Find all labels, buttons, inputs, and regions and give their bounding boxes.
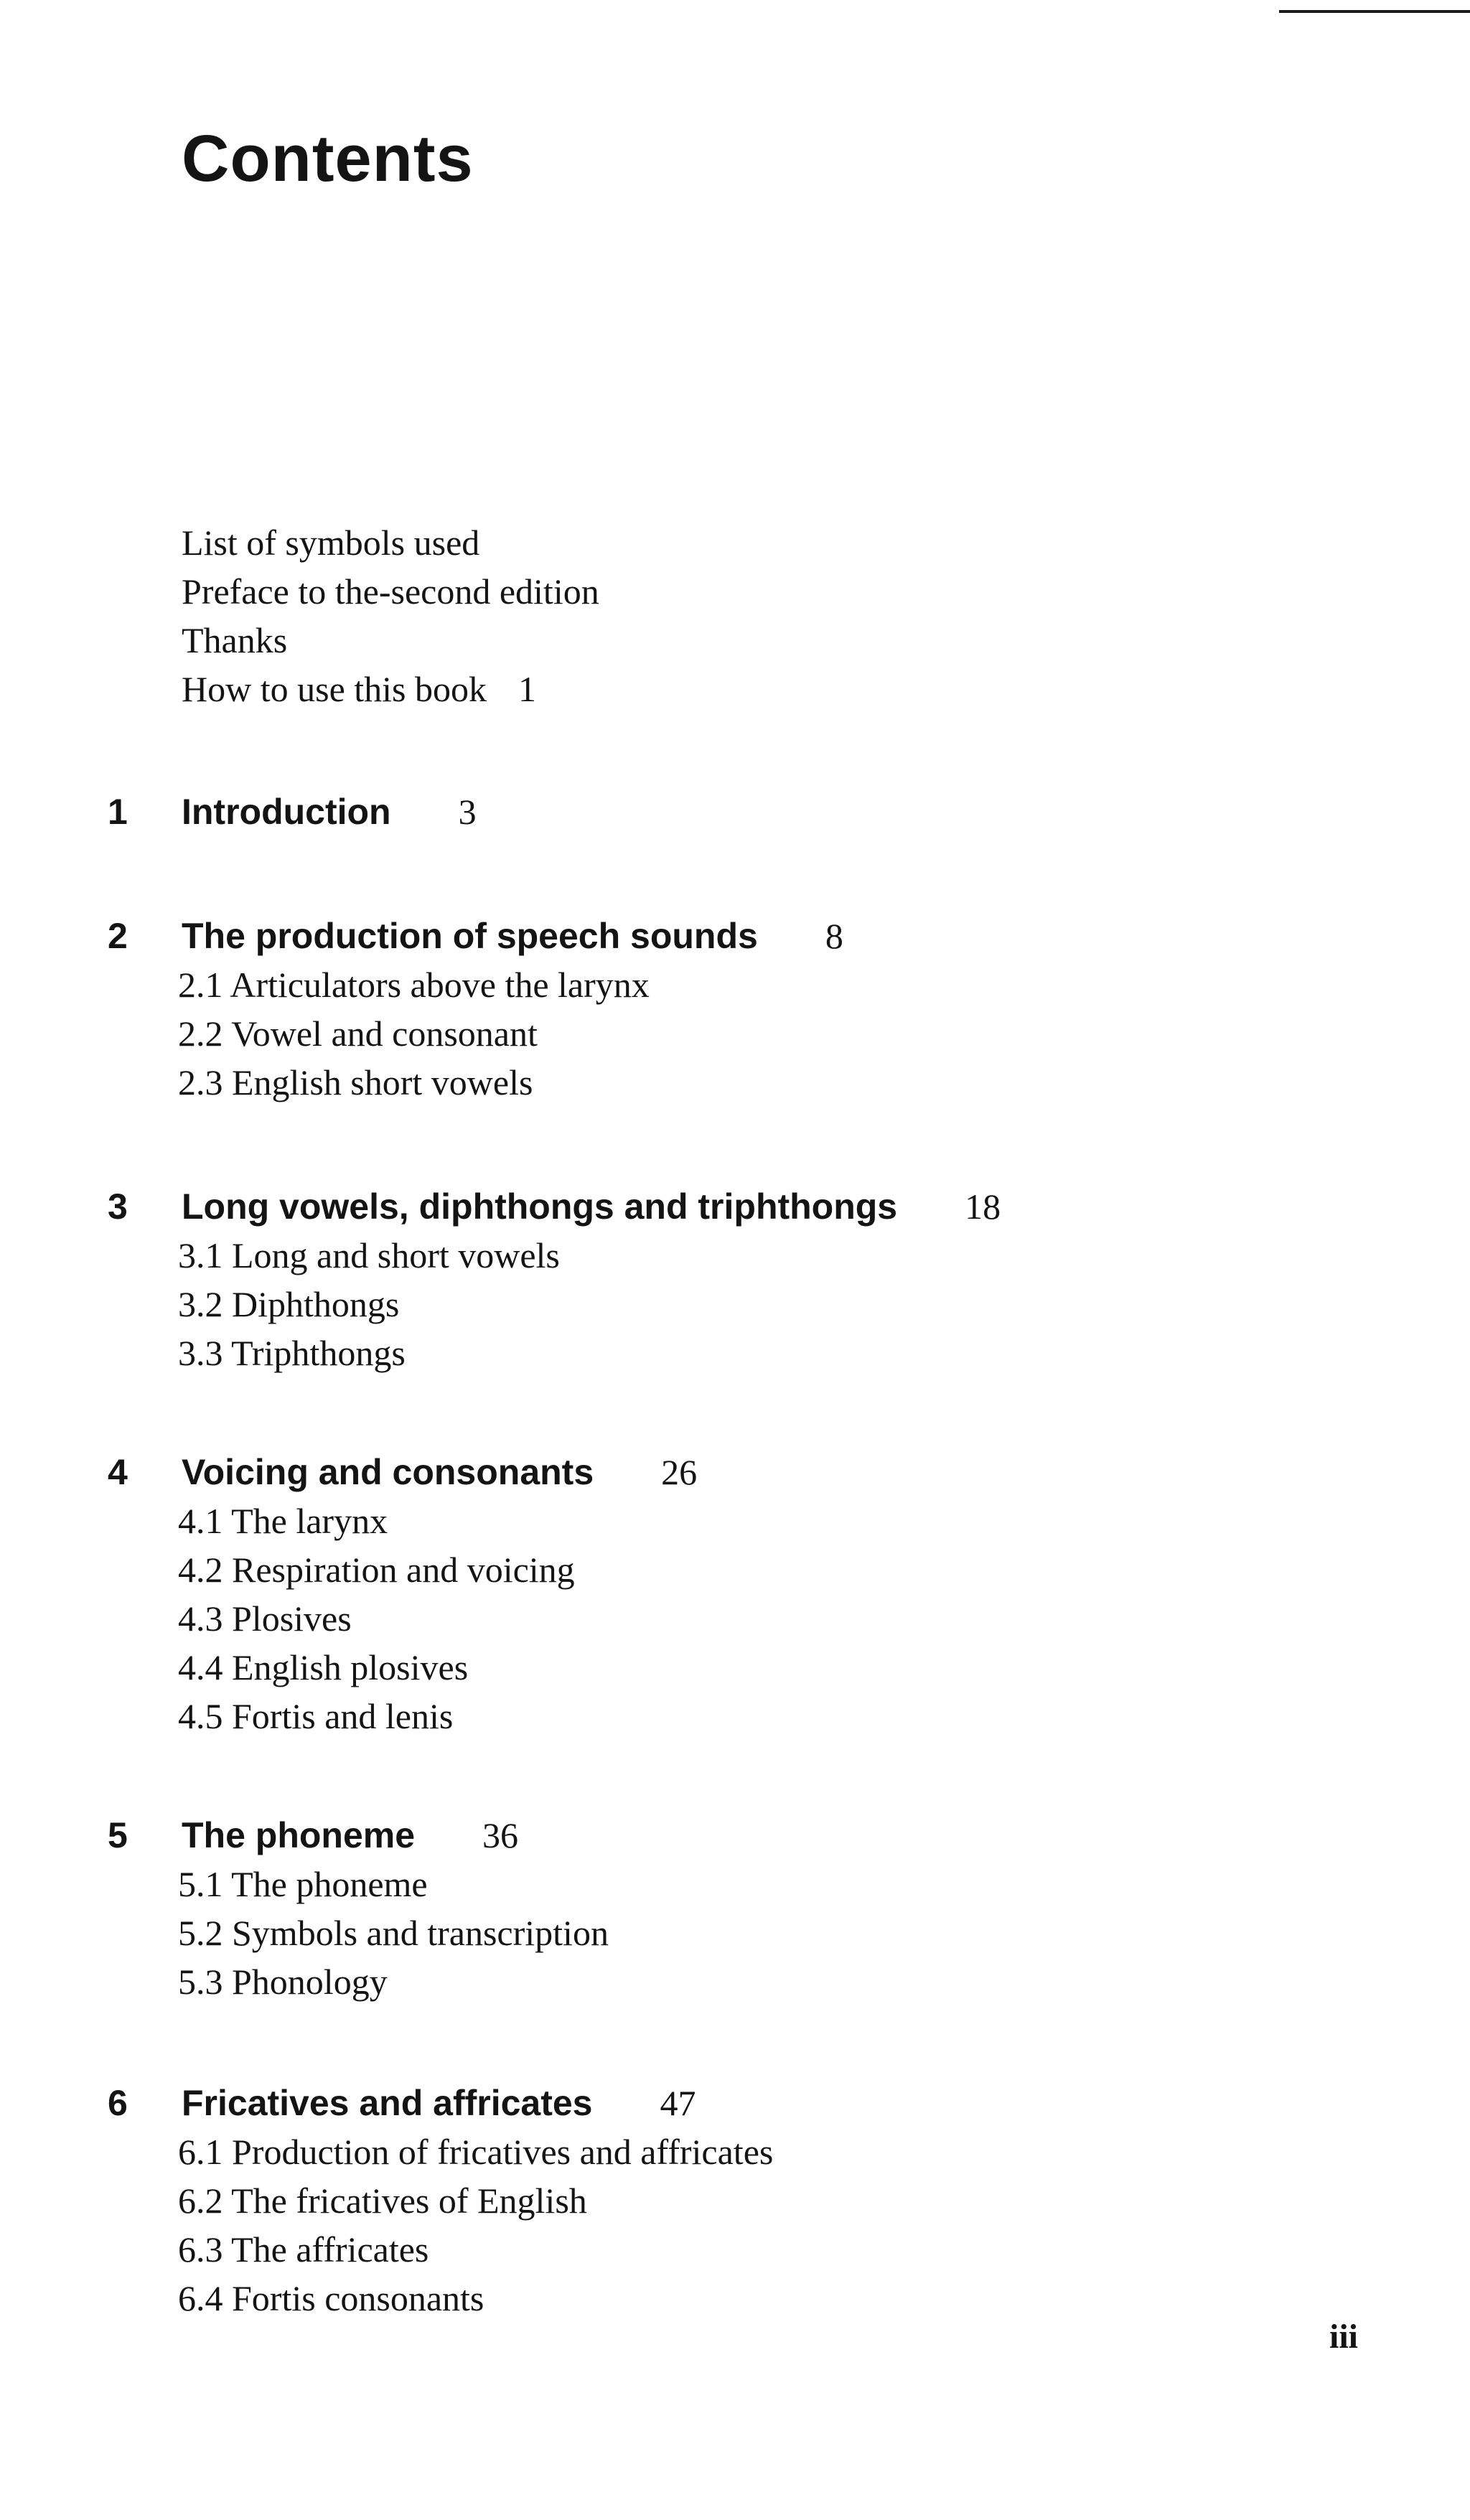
prelim-item-label: Thanks	[182, 620, 288, 660]
chapter-3	[108, 1182, 1001, 1377]
section-item[interactable]: 4.3 Plosives	[178, 1598, 352, 1639]
section-item[interactable]: 3.1 Long and short vowels	[178, 1235, 560, 1275]
prelim-item[interactable]	[182, 665, 599, 713]
chapter-heading[interactable]	[108, 787, 477, 836]
preliminaries-list	[182, 518, 599, 713]
section-item[interactable]: 5.3 Phonology	[178, 1962, 388, 2002]
chapter-page: 26	[661, 1452, 698, 1492]
chapter-2	[108, 912, 843, 1107]
top-rule	[1279, 10, 1470, 13]
chapter-page: 3	[458, 792, 477, 832]
chapter-page: 18	[965, 1186, 1001, 1227]
chapter-page: 8	[825, 916, 843, 956]
chapter-heading[interactable]	[108, 1448, 697, 1496]
section-item[interactable]: 6.4 Fortis consonants	[178, 2278, 484, 2318]
chapter-page: 47	[660, 2083, 696, 2123]
chapter-title: The phoneme	[182, 1815, 416, 1855]
prelim-item[interactable]	[182, 518, 599, 567]
section-item[interactable]: 2.2 Vowel and consonant	[178, 1013, 538, 1054]
chapter-title: Introduction	[182, 792, 391, 832]
prelim-item-label: List of symbols used	[182, 523, 480, 563]
section-item[interactable]: 3.3 Triphthongs	[178, 1333, 406, 1373]
section-item[interactable]: 4.1 The larynx	[178, 1501, 388, 1541]
prelim-item[interactable]	[182, 567, 599, 616]
section-list	[108, 960, 843, 1107]
chapter-number: 6	[108, 2083, 128, 2123]
chapter-6	[108, 2079, 773, 2323]
section-list	[108, 2127, 773, 2323]
prelim-item[interactable]	[182, 616, 599, 665]
prelim-item-label: How to use this book	[182, 669, 487, 709]
chapter-heading[interactable]	[108, 2079, 773, 2127]
section-list	[108, 1860, 609, 2006]
section-item[interactable]: 2.1 Articulators above the larynx	[178, 965, 650, 1005]
prelim-item-label: Preface to the-second edition	[182, 571, 599, 612]
section-list	[108, 1496, 697, 1741]
chapter-title: Voicing and consonants	[182, 1452, 594, 1492]
chapter-page: 36	[482, 1815, 519, 1855]
section-item[interactable]: 4.5 Fortis and lenis	[178, 1696, 454, 1736]
chapter-number: 1	[108, 792, 128, 832]
section-item[interactable]: 6.2 The fricatives of English	[178, 2181, 587, 2221]
page-title: Contents	[182, 122, 474, 195]
chapter-4	[108, 1448, 697, 1741]
section-item[interactable]: 5.2 Symbols and transcription	[178, 1913, 609, 1953]
chapter-number: 2	[108, 916, 128, 956]
chapter-1	[108, 787, 477, 836]
chapter-heading[interactable]	[108, 1182, 1001, 1231]
section-item[interactable]: 3.2 Diphthongs	[178, 1284, 400, 1324]
section-item[interactable]: 6.3 The affricates	[178, 2229, 429, 2270]
prelim-item-page: 1	[518, 669, 536, 709]
page-number: iii	[1329, 2318, 1359, 2356]
chapter-number: 4	[108, 1452, 128, 1492]
section-item[interactable]: 2.3 English short vowels	[178, 1062, 533, 1102]
section-item[interactable]: 6.1 Production of fricatives and affricates	[178, 2132, 774, 2172]
chapter-title: Fricatives and affricates	[182, 2083, 593, 2123]
section-item[interactable]: 4.4 English plosives	[178, 1647, 469, 1687]
section-item[interactable]: 5.1 The phoneme	[178, 1864, 428, 1904]
chapter-number: 3	[108, 1186, 128, 1227]
chapter-title: Long vowels, diphthongs and triphthongs	[182, 1186, 898, 1227]
chapter-title: The production of speech sounds	[182, 916, 758, 956]
chapter-5	[108, 1811, 609, 2006]
chapter-number: 5	[108, 1815, 128, 1855]
section-item[interactable]: 4.2 Respiration and voicing	[178, 1550, 575, 1590]
section-list	[108, 1231, 1001, 1377]
chapter-heading[interactable]	[108, 912, 843, 960]
chapter-heading[interactable]	[108, 1811, 609, 1860]
